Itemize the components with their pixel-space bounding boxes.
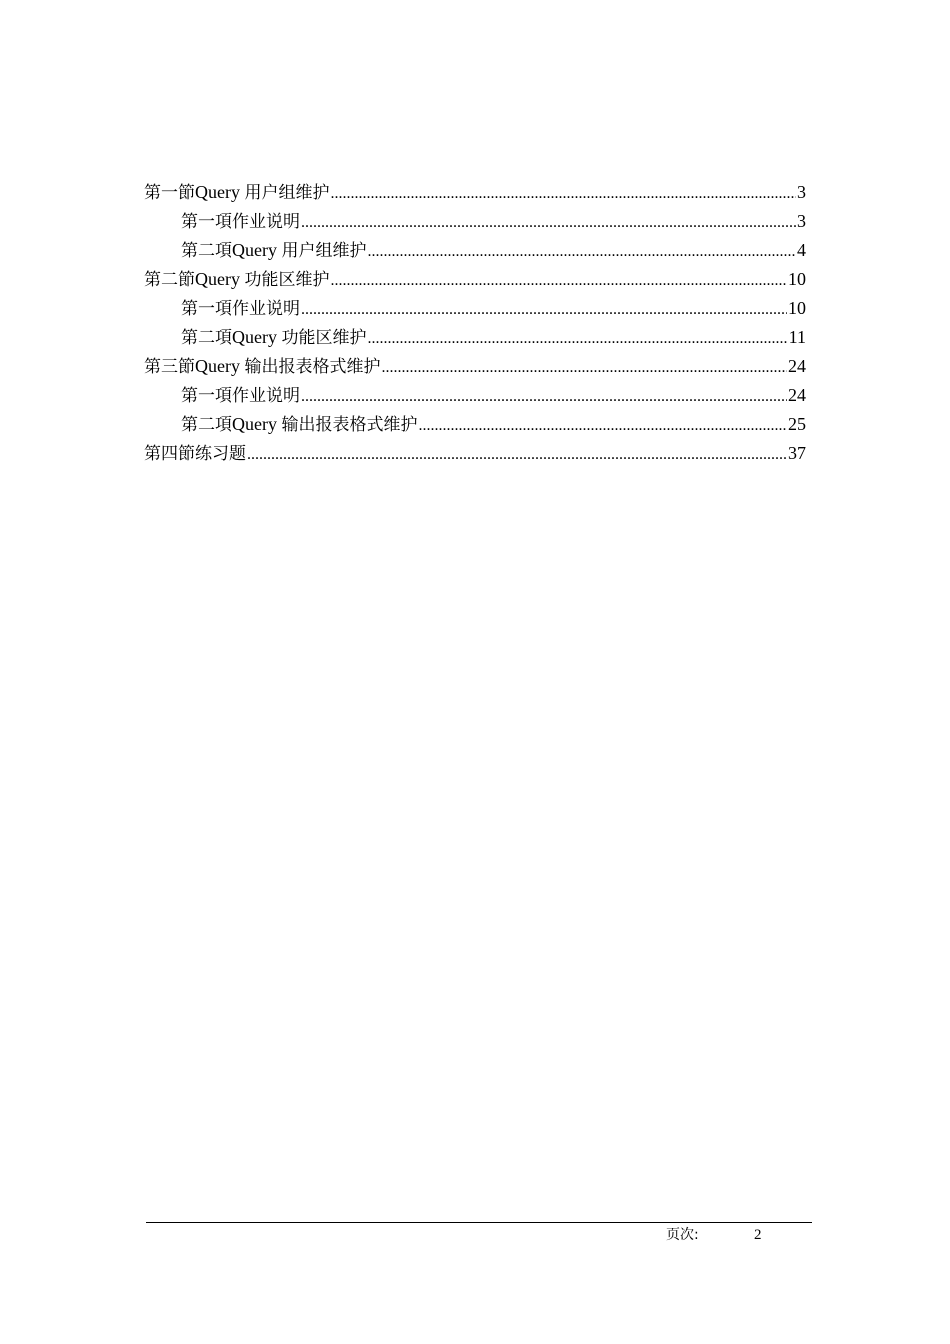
- toc-entry-page: 4: [797, 240, 806, 260]
- footer-divider: [146, 1222, 812, 1223]
- toc-entry-title-cjk: 作业说明: [232, 386, 300, 406]
- toc-entry-page: 10: [788, 269, 806, 289]
- toc-entry-page: 3: [797, 182, 806, 202]
- toc-entry-item-1-1[interactable]: [144, 207, 806, 236]
- toc-entry-title: [232, 207, 300, 237]
- toc-entry-title-cjk: 用户组维护: [244, 183, 330, 203]
- toc-entry-title: [195, 439, 246, 469]
- toc-entry-title-cjk: 练习题: [195, 444, 246, 464]
- toc-entry-section-3[interactable]: [144, 352, 806, 381]
- toc-entry-title-cjk: 输出报表格式维护: [281, 415, 418, 435]
- toc-entry-number: 第一項: [181, 386, 232, 406]
- toc-entry-item-2-2[interactable]: [144, 323, 806, 352]
- toc-entry-title-latin: Query: [195, 356, 245, 376]
- toc-dot-leader: [301, 207, 796, 237]
- toc-entry-item-3-1[interactable]: [144, 381, 806, 410]
- toc-entry-number: 第二項: [181, 328, 232, 348]
- toc-dot-leader: [301, 381, 787, 411]
- toc-entry-page: 11: [788, 327, 806, 347]
- toc-dot-leader: [330, 265, 787, 295]
- toc-entry-title-latin: Query: [195, 182, 245, 202]
- toc-entry-number: 第一項: [181, 299, 232, 319]
- toc-entry-title: [232, 323, 366, 353]
- toc-entry-number: 第二項: [181, 415, 232, 435]
- toc-entry-section-1[interactable]: [144, 178, 806, 207]
- toc-entry-page: 10: [788, 298, 806, 318]
- toc-entry-title-cjk: 用户组维护: [281, 241, 367, 261]
- toc-dot-leader: [247, 439, 787, 469]
- toc-entry-number: 第二節: [144, 270, 195, 290]
- table-of-contents: [144, 178, 806, 468]
- toc-entry-title: [232, 294, 300, 324]
- toc-entry-item-1-2[interactable]: [144, 236, 806, 265]
- toc-entry-page: 3: [797, 211, 806, 231]
- toc-entry-item-2-1[interactable]: [144, 294, 806, 323]
- toc-dot-leader: [301, 294, 787, 324]
- toc-entry-number: 第二項: [181, 241, 232, 261]
- toc-dot-leader: [330, 178, 796, 208]
- toc-entry-title-latin: Query: [232, 414, 282, 434]
- toc-entry-title: [195, 178, 329, 208]
- footer-page-label: 页次:: [666, 1227, 699, 1243]
- toc-entry-title-cjk: 功能区维护: [281, 328, 367, 348]
- toc-dot-leader: [381, 352, 787, 382]
- toc-entry-title: [232, 236, 366, 266]
- toc-entry-title: [232, 410, 417, 440]
- toc-dot-leader: [367, 236, 796, 266]
- toc-entry-title: [232, 381, 300, 411]
- toc-entry-title-latin: Query: [232, 240, 282, 260]
- toc-entry-title: [195, 265, 329, 295]
- toc-entry-page: 24: [788, 356, 806, 376]
- toc-entry-section-2[interactable]: [144, 265, 806, 294]
- toc-dot-leader: [367, 323, 787, 353]
- toc-entry-number: 第四節: [144, 444, 195, 464]
- toc-entry-title-latin: Query: [232, 327, 282, 347]
- toc-entry-page: 37: [788, 443, 806, 463]
- toc-entry-page: 25: [788, 414, 806, 434]
- toc-entry-number: 第一節: [144, 183, 195, 203]
- toc-entry-title-cjk: 作业说明: [232, 299, 300, 319]
- toc-entry-title-cjk: 输出报表格式维护: [244, 357, 381, 377]
- toc-entry-title-latin: Query: [195, 269, 245, 289]
- footer-page-number: 2: [754, 1227, 762, 1243]
- toc-dot-leader: [418, 410, 787, 440]
- toc-entry-item-3-2[interactable]: [144, 410, 806, 439]
- toc-entry-title-cjk: 作业说明: [232, 212, 300, 232]
- toc-entry-page: 24: [788, 385, 806, 405]
- toc-entry-number: 第三節: [144, 357, 195, 377]
- toc-entry-title-cjk: 功能区维护: [244, 270, 330, 290]
- toc-entry-number: 第一項: [181, 212, 232, 232]
- toc-entry-section-4[interactable]: [144, 439, 806, 468]
- toc-entry-title: [195, 352, 380, 382]
